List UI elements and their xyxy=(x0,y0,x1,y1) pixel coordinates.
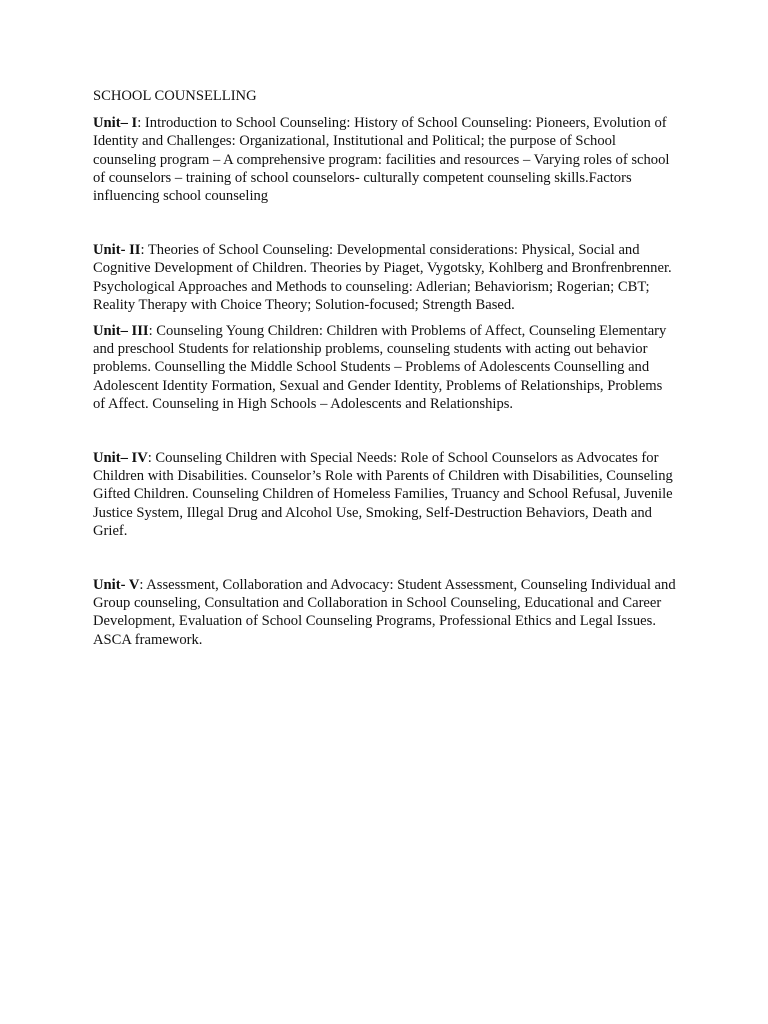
unit-3-text: : Counseling Young Children: Children with Problems of Affect, Counseling Elementary and preschool Students for relationship problems, counseling students with acting out behavior problems. Counselling the Middle School Students – Problems of Adolescents Counselling and Adolescent Identity Formation, Sexual and Gender Identity, Problems of Relationships, Problems of Affect. Counseling in High Schools – Adolescents and Relationships. xyxy=(93,323,667,412)
unit-2-text: : Theories of School Counseling: Developmental considerations: Physical, Social and Cognitive Development of Children. Theories by Piaget, Vygotsky, Kohlberg and Bronfrenbrenner. Psychological Approaches and Methods to counseling: Adlerian; Behaviorism; Rogerian; CBT; Reality Therapy with Choice Theory; Solution-focused; Strength Based. xyxy=(93,242,672,313)
unit-1-label: Unit– I xyxy=(93,115,138,132)
unit-3-label: Unit– III xyxy=(93,323,149,340)
unit-5-text: : Assessment, Collaboration and Advocacy: Student Assessment, Counseling Individual and Group counseling, Consultation and Collaboration in School Counseling, Educational and Career Development, Evaluation of School Counseling Programs, Professional Ethics and Legal Issues. ASCA framework. xyxy=(93,577,676,648)
unit-1-paragraph xyxy=(93,114,677,205)
document-title: SCHOOL COUNSELLING xyxy=(93,88,257,104)
unit-5-label: Unit- V xyxy=(93,577,140,594)
unit-1-text: : Introduction to School Counseling: History of School Counseling: Pioneers, Evolution of Identity and Challenges: Organizational, Institutional and Political; the purpose of School counseling program – A comprehensive program: facilities and resources – Varying roles of school of counselors – training of school counselors- culturally competent counseling skills.Factors influencing school counseling xyxy=(93,115,670,205)
paragraph-spacer xyxy=(93,314,677,322)
paragraph-spacer xyxy=(93,540,677,576)
unit-4-paragraph xyxy=(93,449,677,540)
unit-5-paragraph xyxy=(93,576,677,649)
unit-4-text: : Counseling Children with Special Needs: Role of School Counselors as Advocates for Children with Disabilities. Counselor’s Role with Parents of Children with Disabilities, Counseling Gifted Children. Counseling Children of Homeless Families, Truancy and School Refusal, Juvenile Justice System, Illegal Drug and Alcohol Use, Smoking, Self-Destruction Behaviors, Death and Grief. xyxy=(93,450,673,539)
unit-3-paragraph xyxy=(93,322,677,413)
unit-2-label: Unit- II xyxy=(93,242,141,259)
paragraph-spacer xyxy=(93,413,677,449)
document-page xyxy=(93,87,677,649)
paragraph-spacer xyxy=(93,205,677,241)
unit-4-label: Unit– IV xyxy=(93,450,148,467)
unit-2-paragraph xyxy=(93,241,677,314)
